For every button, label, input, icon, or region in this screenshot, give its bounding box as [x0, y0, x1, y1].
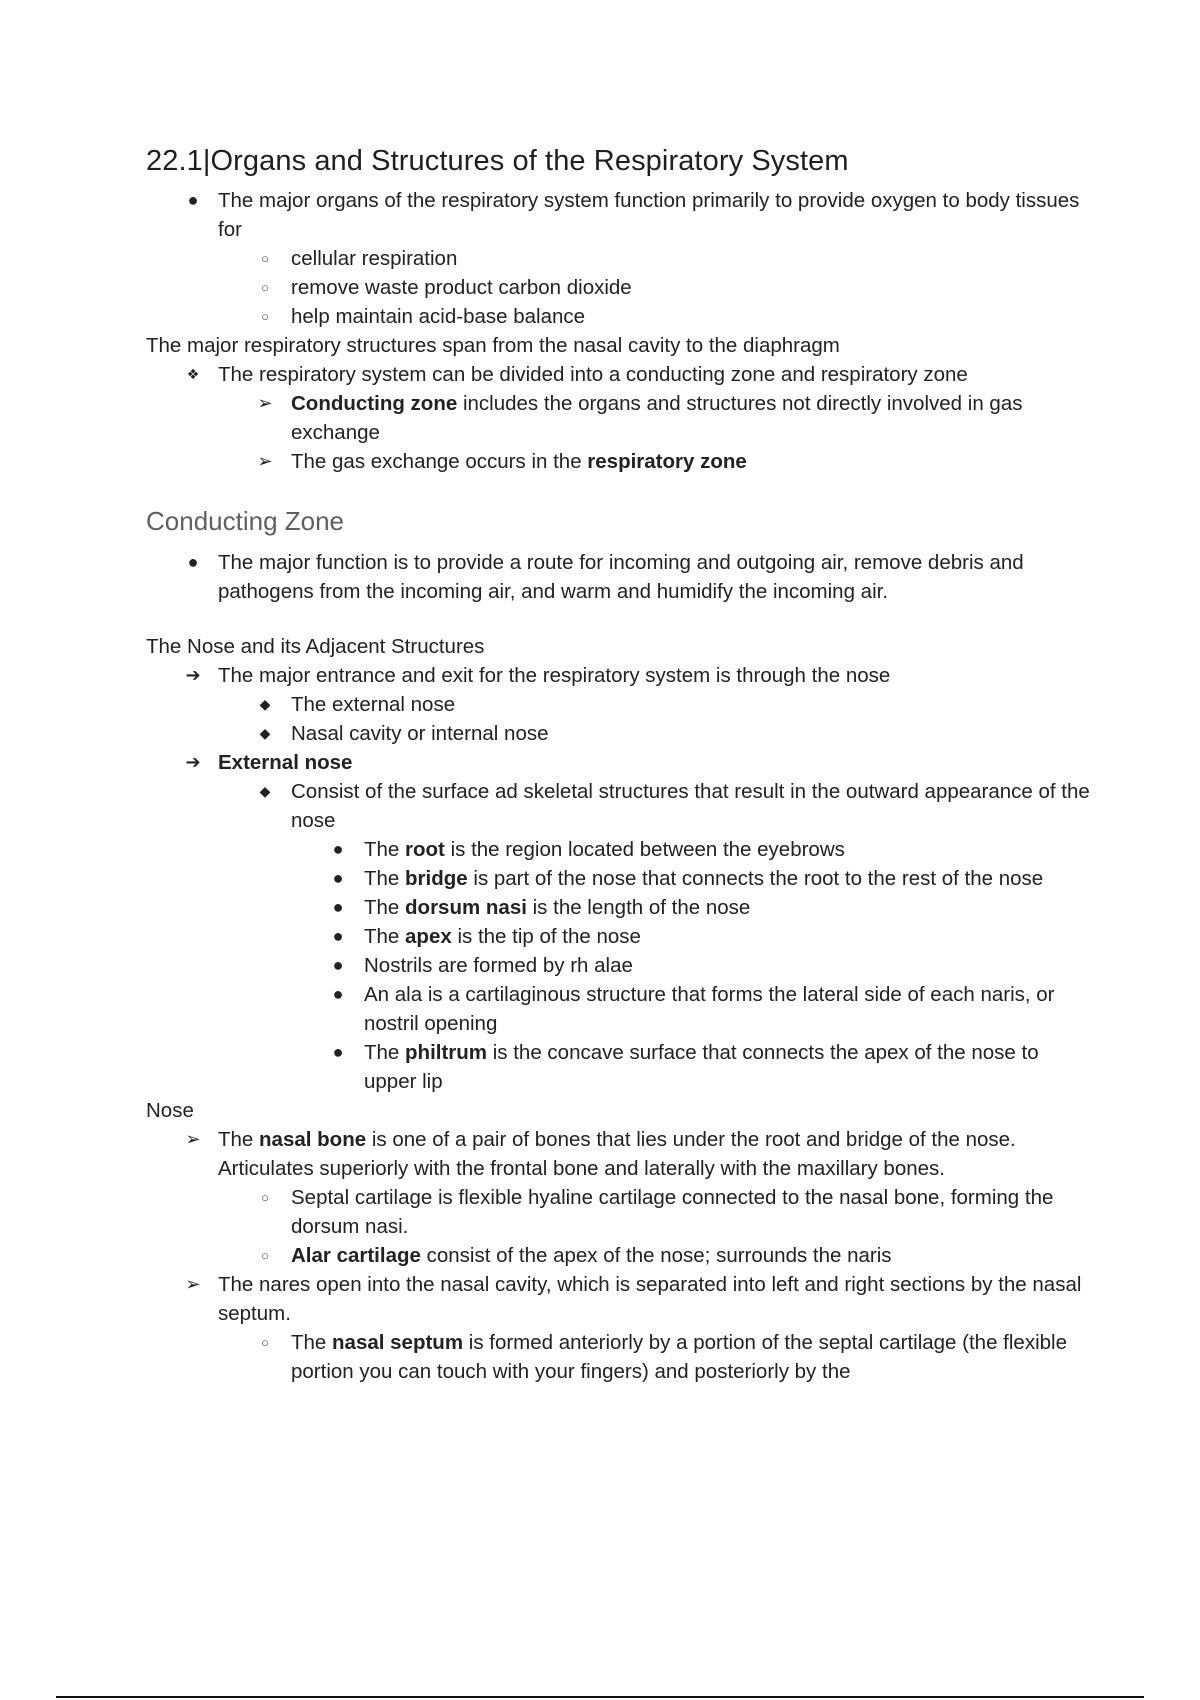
page-bottom-rule [56, 1696, 1144, 1698]
list-item: ● The root is the region located between the eyebrows [146, 835, 1096, 864]
list-item: ● The major organs of the respiratory system function primarily to provide oxygen to body tissues for [146, 186, 1096, 244]
arrowhead-bullet-icon: ➢ [257, 393, 273, 413]
list-item: ➔ External nose [146, 748, 1096, 777]
section-title-conducting-zone: Conducting Zone [146, 506, 345, 536]
nose-list [146, 1125, 1096, 1386]
bullet-circle-icon: ○ [261, 280, 269, 295]
list-item: ○ Alar cartilage consist of the apex of the nose; surrounds the naris [146, 1241, 1096, 1270]
list-item: ◆ Nasal cavity or internal nose [146, 719, 1096, 748]
bullet-disc-icon: ● [332, 897, 344, 917]
diamond-bullet-icon: ◆ [259, 696, 271, 712]
bullet-circle-icon: ○ [261, 1248, 269, 1263]
list-item: ● The apex is the tip of the nose [146, 922, 1096, 951]
list-item: ● The bridge is part of the nose that connects the root to the rest of the nose [146, 864, 1096, 893]
list-item: ● Nostrils are formed by rh alae [146, 951, 1096, 980]
arrowhead-bullet-icon: ➢ [185, 1129, 201, 1149]
list-item: ○ The nasal septum is formed anteriorly by a portion of the septal cartilage (the flexible portion you can touch with your fingers) and posteriorly by the [146, 1328, 1096, 1386]
bullet-circle-icon: ○ [261, 309, 269, 324]
subheading-nose-adjacent: The Nose and its Adjacent Structures [146, 635, 485, 658]
four-diamond-bullet-icon: ❖ [186, 366, 200, 382]
nose-adjacent-list [146, 661, 1096, 1096]
bullet-circle-icon: ○ [261, 1335, 269, 1350]
list-item: ◆ Consist of the surface ad skeletal structures that result in the outward appearance of the nose [146, 777, 1096, 835]
arrowhead-bullet-icon: ➢ [185, 1274, 201, 1294]
list-item: ○ Septal cartilage is flexible hyaline cartilage connected to the nasal bone, forming the dorsum nasi. [146, 1183, 1096, 1241]
list-item: ❖ The respiratory system can be divided into a conducting zone and respiratory zone [146, 360, 1096, 389]
intro-list [146, 186, 1096, 331]
zones-list [146, 360, 1096, 476]
list-item: ● The philtrum is the concave surface that connects the apex of the nose to upper lip [146, 1038, 1096, 1096]
list-item: ➢ The nares open into the nasal cavity, which is separated into left and right sections by the nasal septum. [146, 1270, 1096, 1328]
list-item: ○ help maintain acid-base balance [146, 302, 1096, 331]
list-item: ➢ The nasal bone is one of a pair of bones that lies under the root and bridge of the nose. Articulates superiorly with the frontal bone and laterally with the maxillary bones. [146, 1125, 1096, 1183]
bullet-circle-icon: ○ [261, 251, 269, 266]
bullet-disc-icon: ● [332, 1042, 344, 1062]
list-item: ● An ala is a cartilaginous structure that forms the lateral side of each naris, or nostril opening [146, 980, 1096, 1038]
list-item: ➔ The major entrance and exit for the respiratory system is through the nose [146, 661, 1096, 690]
arrowhead-bullet-icon: ➢ [257, 451, 273, 471]
bullet-disc-icon: ● [332, 984, 344, 1004]
list-item: ● The major function is to provide a route for incoming and outgoing air, remove debris and pathogens from the incoming air, and warm and humidify the incoming air. [146, 548, 1096, 606]
paragraph-structures: The major respiratory structures span from the nasal cavity to the diaphragm [146, 334, 840, 357]
section-title-respiratory: 22.1|Organs and Structures of the Respiratory System [146, 145, 849, 177]
subheading-nose: Nose [146, 1099, 194, 1122]
arrow-right-icon: ➔ [185, 665, 201, 685]
bullet-disc-icon: ● [332, 868, 344, 888]
list-item: ● The dorsum nasi is the length of the nose [146, 893, 1096, 922]
bullet-disc-icon: ● [332, 839, 344, 859]
conducting-list [146, 548, 1096, 606]
document-content [146, 142, 1096, 1386]
list-item: ➢ The gas exchange occurs in the respiratory zone [146, 447, 1096, 476]
bullet-disc-icon: ● [187, 190, 199, 210]
bullet-disc-icon: ● [187, 552, 199, 572]
diamond-bullet-icon: ◆ [259, 725, 271, 741]
bullet-disc-icon: ● [332, 955, 344, 975]
list-item: ◆ The external nose [146, 690, 1096, 719]
list-item: ○ cellular respiration [146, 244, 1096, 273]
list-item: ○ remove waste product carbon dioxide [146, 273, 1096, 302]
arrow-right-icon: ➔ [185, 752, 201, 772]
bullet-disc-icon: ● [332, 926, 344, 946]
bullet-circle-icon: ○ [261, 1190, 269, 1205]
diamond-bullet-icon: ◆ [259, 783, 271, 799]
list-item: ➢ Conducting zone includes the organs and structures not directly involved in gas exchange [146, 389, 1096, 447]
